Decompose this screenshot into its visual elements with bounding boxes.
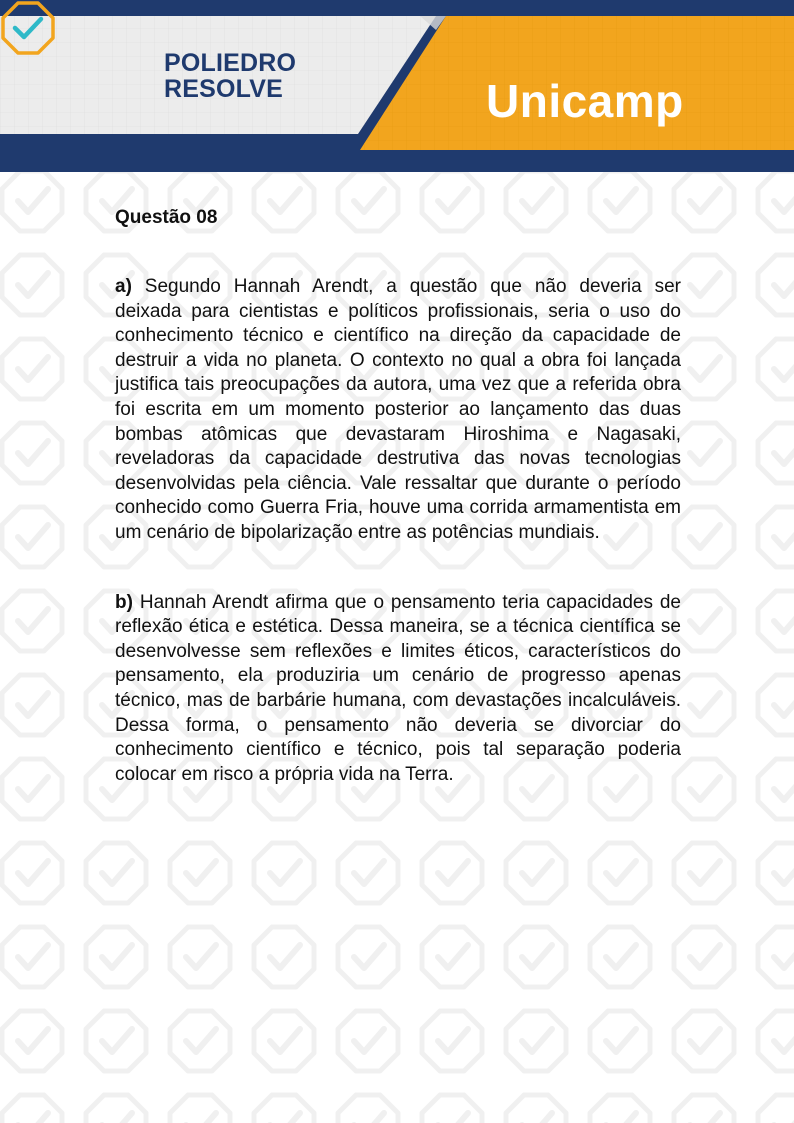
part-b-label: b) xyxy=(115,591,133,613)
brand-line-2: RESOLVE xyxy=(164,75,284,103)
brand-line-1: POLIEDRO xyxy=(164,49,297,77)
brand-name xyxy=(164,50,296,102)
part-a-text: Segundo Hannah Arendt, a questão que não deveria ser deixada para cientistas e políticos profissionais, seria o uso do conhecimento técnico e científico na direção da capacidade de destruir a vida no planeta. O contexto no qual a obra foi lançada justifica tais preocupações da autora, uma vez que a referida obra foi escrita em um momento posterior ao lançamento das duas bombas atômicas que devastaram Hiroshima e Nagasaki, reveladoras da capacidade destrutiva das novas tecnologias desenvolvidas pela ciência. Vale ressaltar que durante o período conhecido como Guerra Fria, houve uma corrida armamentista em um cenário de bipolarização entre as potências mundiais. xyxy=(115,276,681,543)
question-content xyxy=(115,205,681,787)
poliedro-logo-icon xyxy=(0,0,56,56)
question-title: Questão 08 xyxy=(115,207,218,228)
exam-name: Unicamp xyxy=(486,75,684,127)
part-a-label: a) xyxy=(115,276,132,297)
answer-part-a xyxy=(115,275,681,546)
part-b-text: Hannah Arendt afirma que o pensamento teria capacidades de reflexão ética e estética. Dessa maneira, se a técnica científica se desenvolvesse sem reflexões e limites éticos, característicos do pensamento, ela produziria um cenário de progresso apenas técnico, mas de barbárie humana, com devastações incalculáveis. Dessa forma, o pensamento não deveria se divorciar do conhecimento científico e técnico, pois tal separação poderia colocar em risco a própria vida na Terra. xyxy=(115,591,681,785)
page-header xyxy=(0,0,794,172)
answer-part-b xyxy=(115,591,681,788)
